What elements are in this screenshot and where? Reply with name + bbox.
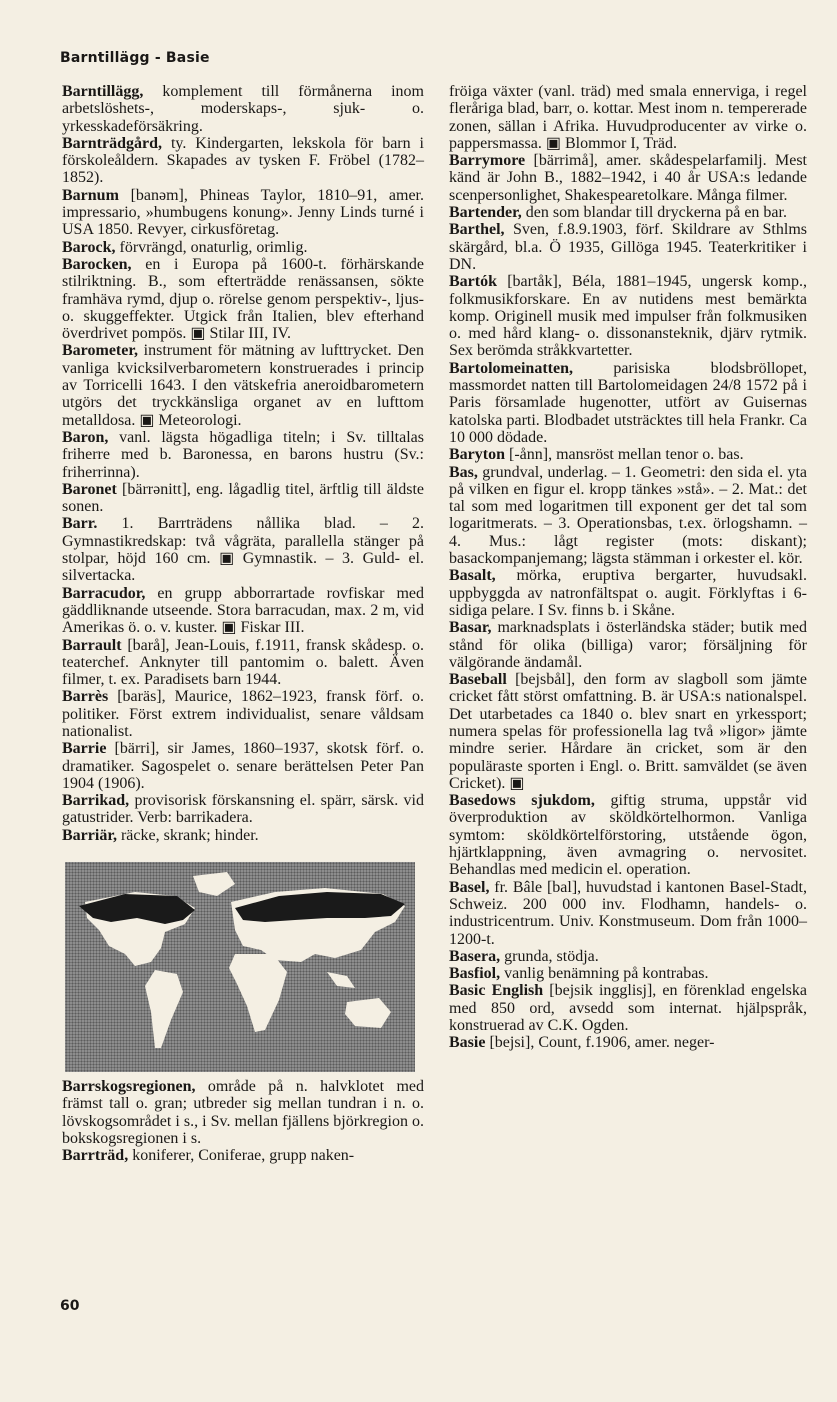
entry-text: koniferer, Coniferae, grupp naken-	[128, 1147, 355, 1165]
right-column	[449, 83, 807, 1052]
entry-headword: Barracudor,	[62, 584, 146, 602]
dictionary-entry	[449, 1034, 807, 1051]
entry-headword: Barrikad,	[62, 792, 130, 810]
entry-text: [banəm], Phineas Taylor, 1810–91, amer. impressario, »humbugens konung». Jenny Linds turné i USA 1850. Revyer, cirkusföretag.	[62, 186, 424, 239]
dictionary-entry	[449, 360, 807, 446]
entry-text: [bärri], sir James, 1860–1937, skotsk förf. o. dramatiker. Sagospelet o. senare berättelsen Peter Pan 1904 (1906).	[62, 740, 424, 792]
entry-headword: Barnum	[62, 186, 119, 204]
dictionary-entry	[62, 342, 424, 428]
entry-text: vanlig benämning på kontrabas.	[500, 965, 709, 983]
dictionary-entry	[62, 429, 424, 481]
dictionary-entry	[449, 619, 807, 671]
dictionary-entry	[449, 792, 807, 878]
entry-headword: Barock,	[62, 238, 116, 256]
dictionary-entry	[62, 792, 424, 827]
entry-headword: Baron,	[62, 428, 109, 446]
dictionary-entry	[62, 585, 424, 637]
entry-headword: Barnträdgård,	[62, 134, 162, 152]
entry-headword: Basic English	[449, 982, 544, 1000]
conifer-region-world-map	[65, 862, 415, 1072]
entry-headword: Barrträd,	[62, 1147, 129, 1165]
entry-text: instrument för mätning av lufttrycket. Den vanliga kvicksilverbarometern konstruerades i princip av Torricelli 1643. I den vätskefria aneroidbarometern utgörs det tryckkänsliga organet av en lufttom metalldosa. ▣ Meteorologi.	[62, 342, 424, 429]
entry-text: [bartåk], Béla, 1881–1945, ungersk komp., folkmusikforskare. En av nutidens mest bemärkta komp. Originell musik med impulser från folkmusiken o. med hård klang- o. dissonansteknik, djärv rytmik. Sex berömda stråkkvartetter.	[449, 273, 807, 360]
dictionary-entry	[62, 239, 424, 256]
entry-text: grundval, underlag. – 1. Geometri: den sida el. yta på vilken en figur el. kropp tänkes »stå». – 2. Mat.: det tal som med logaritmen till exponent ger det tal som logaritmerats. – 3. Operationsbas, t.ex. örlogshamn. – 4. Mus.: lågt register (mots: diskant); basackompanjemang; lägsta stämman i orkester el. kör.	[449, 463, 807, 568]
entry-headword: Barntillägg,	[62, 83, 144, 100]
entry-headword: Bartender,	[449, 204, 522, 222]
right-entries	[449, 83, 807, 1052]
entry-headword: Barrie	[62, 740, 107, 758]
dictionary-entry	[449, 948, 807, 965]
entry-headword: Barometer,	[62, 342, 138, 360]
entry-headword: Bas,	[449, 463, 478, 481]
entry-text: område på n. halvklotet med främst tall o. gran; utbreder sig mellan tundran i n. o. lövskogsområdet i s., i Sv. mellan fjällens björkregion o. bokskogsregionen i s.	[62, 1078, 424, 1147]
entry-text: en i Europa på 1600-t. förhärskande stilriktning. B., som efterträdde renässansen, sökte framhäva rymd, djup o. rörelse genom perspektiv-, ljus- o. skuggeffekter. Utgick från Italien, blev efterhand överdrivet pompös. ▣ Stilar III, IV.	[62, 255, 424, 343]
dictionary-entry	[62, 1147, 424, 1164]
world-map-svg	[65, 862, 415, 1072]
dictionary-entry	[62, 637, 424, 689]
entry-headword: Basfiol,	[449, 965, 501, 983]
dictionary-entry	[62, 515, 424, 584]
entry-headword: Basel,	[449, 878, 490, 896]
entry-headword: Baronet	[62, 480, 117, 498]
entry-text: [bejsik ingglisj], en förenklad engelska med 850 ord, avsedd som internat. hjälpspråk, konstruerad av C.K. Ogden.	[449, 982, 808, 1035]
page-number: 60	[60, 1298, 80, 1314]
entry-text: förvrängd, onaturlig, orimlig.	[115, 238, 308, 256]
running-head: Barntillägg - Basie	[60, 50, 210, 66]
dictionary-entry	[449, 965, 807, 982]
entry-text: den som blandar till dryckerna på en bar.	[521, 204, 787, 222]
entry-text: komplement till förmånerna inom arbetslöshets-, moderskaps-, sjuk- o. yrkesskadeförsäkring.	[62, 83, 424, 135]
dictionary-entry	[449, 567, 807, 619]
entry-headword: Basera,	[449, 947, 501, 965]
entry-text: marknadsplats i österländska städer; butik med stånd för olika (billiga) varor; försäljning för välgörande ändamål.	[449, 619, 807, 671]
dictionary-entry	[62, 135, 424, 187]
entry-headword: Barrymore	[449, 152, 526, 170]
dictionary-entry	[62, 827, 424, 844]
dictionary-entry	[62, 740, 424, 792]
entry-headword: Barriär,	[62, 826, 117, 844]
dictionary-entry	[449, 221, 807, 273]
entry-text: grunda, stödja.	[500, 947, 599, 965]
map-caption-entries	[62, 1078, 424, 1164]
dictionary-entry	[62, 256, 424, 342]
entry-headword: Barrès	[62, 688, 109, 706]
entry-text: Sven, f.8.9.1903, förf. Skildrare av Sthlms skärgård, bl.a. Ö 1935, Gillöga 1945. Teaterkritiker i DN.	[449, 221, 807, 273]
dictionary-entry	[62, 187, 424, 239]
entry-headword: Bartók	[449, 273, 497, 291]
entry-text: parisiska blodsbröllopet, massmordet natten till Bartolomeidagen 24/8 1572 på i Paris församlade hugenotter, utfört av Guisernas katolska parti. Blodbadet utsträcktes till hela Frankr. Ca 10 000 dödade.	[449, 359, 807, 446]
entry-headword: Barr.	[62, 515, 98, 533]
dictionary-entry	[449, 152, 807, 204]
entry-text: provisorisk förskansning el. spärr, särsk. vid gatustrider. Verb: barrikadera.	[62, 792, 424, 827]
left-entries	[62, 83, 424, 844]
dictionary-entry	[449, 982, 807, 1034]
dictionary-entry	[449, 879, 807, 948]
entry-headword: Basalt,	[449, 567, 496, 585]
entry-text: räcke, skrank; hinder.	[116, 826, 259, 844]
entry-headword: Barrskogsregionen,	[62, 1078, 196, 1096]
entry-text: fr. Bâle [bal], huvudstad i kantonen Basel-Stadt, Schweiz. 200 000 inv. Flodhamn, handels- o. industricentrum. Univ. Konstmuseum. Dom från 1000–1200-t.	[449, 878, 807, 948]
entry-headword: Baryton	[449, 446, 505, 464]
dictionary-entry	[62, 83, 424, 135]
entry-text: [bejsbål], den form av slagboll som jämte cricket fått störst omfattning. B. är USA:s nationalspel. Det utarbetades ca 1840 o. blev snart en yrkessport; numera spelas för professionella lag två »ligor» jämte mindre serier. Hårdare än cricket, som är den populäraste sporten i Engl. o. Britt. samväldet (se även Cricket). ▣	[449, 671, 807, 792]
dictionary-entry	[449, 464, 807, 568]
entry-headword: Basar,	[449, 619, 492, 637]
entry-text: 1. Barrträdens nållika blad. – 2. Gymnastikredskap: två vågräta, parallella stänger på stolpar, höjd 160 cm. ▣ Gymnastik. – 3. Guld- el. silvertacka.	[62, 515, 424, 585]
left-column	[62, 83, 424, 1165]
entry-text: vanl. lägsta högadliga titeln; i Sv. tilltalas friherre med b. Baronessa, en barons hustru (Sv.: friherrinna).	[62, 428, 424, 481]
entry-headword: Baseball	[449, 671, 507, 689]
dictionary-entry	[449, 83, 807, 152]
entry-text: giftig struma, uppstår vid överproduktion av sköldkörtelhormon. Vanliga symtom: sköldkörtelförstoring, utstående ögon, hjärtklappning, även avmagring o. nervositet. Behandlas med medicin el. operation.	[449, 792, 807, 879]
dictionary-entry	[449, 204, 807, 221]
entry-text: [-ånn], mansröst mellan tenor o. bas.	[505, 446, 744, 464]
dictionary-entry	[62, 688, 424, 740]
dictionary-entry	[449, 671, 807, 792]
entry-headword: Basie	[449, 1034, 486, 1052]
entry-text: ty. Kindergarten, lekskola för barn i förskoleåldern. Skapades av tysken F. Fröbel (1782–1852).	[62, 134, 424, 187]
dictionary-entry	[449, 446, 807, 463]
entry-headword: Barocken,	[62, 255, 132, 273]
entry-text: en grupp abborrartade rovfiskar med gäddliknande utseende. Stora barracudan, max. 2 m, vid Amerikas ö. o. v. kuster. ▣ Fiskar III.	[62, 584, 424, 637]
entry-headword: Barrault	[62, 636, 122, 654]
dictionary-entry	[62, 1078, 424, 1147]
entry-text: [bärrimå], amer. skådespelarfamilj. Mest känd är John B., 1882–1942, i 40 år USA:s ledande scenpersonlighet, Shakespearetolkare. Många filmer.	[449, 152, 807, 204]
entry-headword: Basedows sjukdom,	[449, 792, 595, 810]
entry-text: fröiga växter (vanl. träd) med smala ennerviga, i regel fleråriga blad, barr, o. kottar. Mest inom n. tempererade zonen, sällan i Afrika. Huvudproducenter av virke o. pappersmassa. ▣ Blommor I, Träd.	[449, 83, 807, 152]
dictionary-entry	[62, 481, 424, 516]
dictionary-entry	[449, 273, 807, 359]
entry-text: mörka, eruptiva bergarter, huvudsakl. uppbyggda av natronfältspat o. augit. Förklyftas i 6-sidiga pelare. I Sv. finns b. i Skåne.	[449, 567, 807, 619]
entry-text: [baräs], Maurice, 1862–1923, fransk förf. o. politiker. Först extrem individualist, senare våldsam nationalist.	[62, 688, 424, 740]
entry-text: [bärrənitt], eng. lågadlig titel, ärftlig till äldste sonen.	[62, 480, 424, 516]
entry-headword: Barthel,	[449, 221, 505, 239]
entry-text: [barå], Jean-Louis, f.1911, fransk skådesp. o. teaterchef. Anknyter till pantomim o. balett. Även filmer, t. ex. Paradisets barn 1944.	[62, 636, 424, 689]
entry-text: [bejsi], Count, f.1906, amer. neger-	[485, 1034, 715, 1052]
entry-headword: Bartolomeinatten,	[449, 359, 573, 377]
